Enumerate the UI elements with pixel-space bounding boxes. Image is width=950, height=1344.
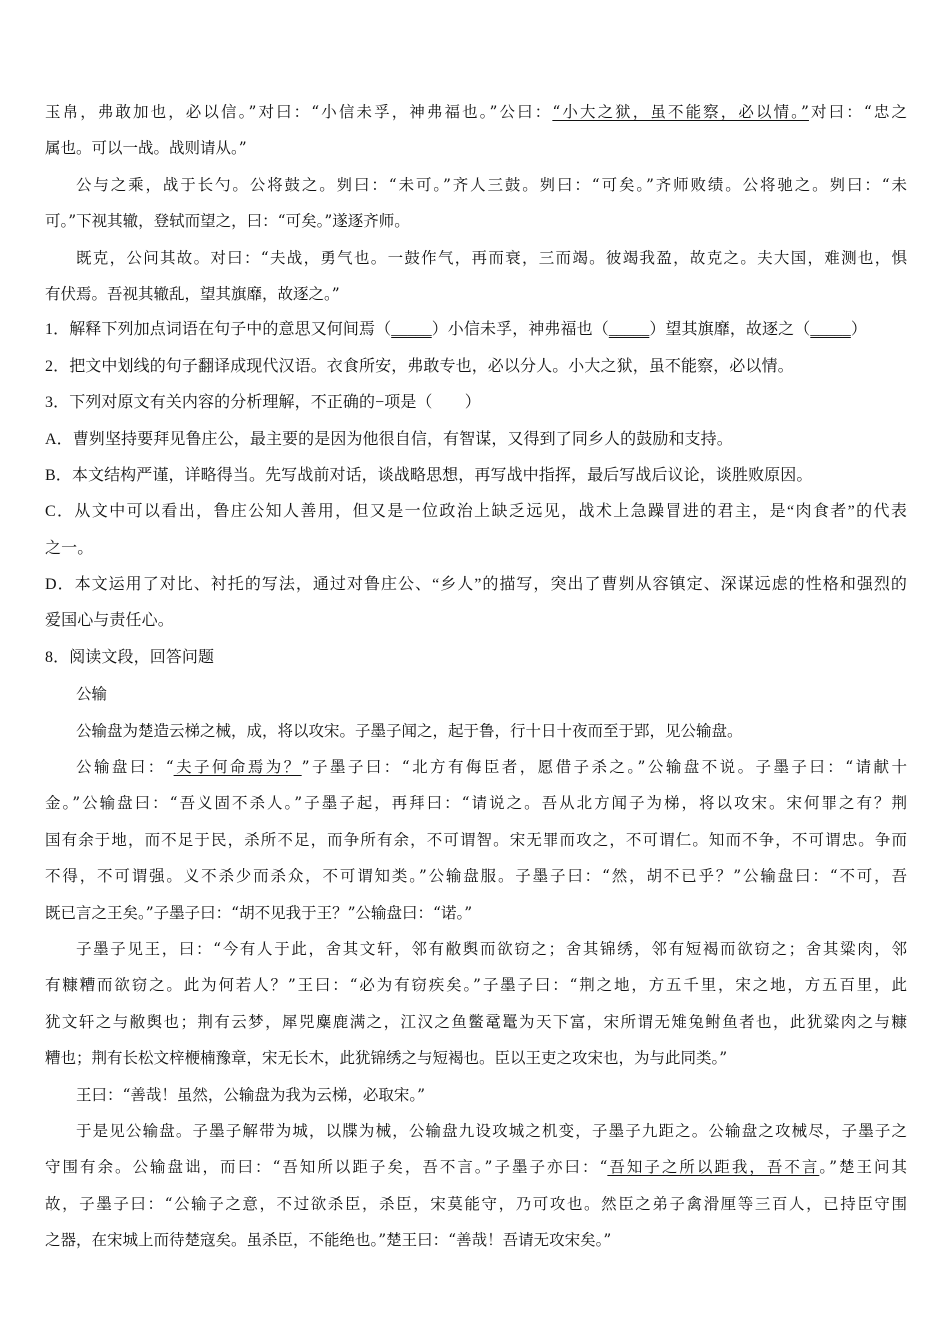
passage-line: 糟也；荆有长松文梓楩楠豫章，宋无长木，此犹锦绣之与短褐也。臣以王吏之攻宋也，为与此同类。” <box>45 1049 728 1068</box>
underlined-sentence: 吾知子之所以距我，吾不言 <box>607 1158 820 1177</box>
passage-title: 公输 <box>76 685 108 704</box>
text-segment: 玉帛，弗敢加也，必以信。”对曰：“小信未孚，神弗福也。”公曰： <box>45 103 553 121</box>
option-b: B．本文结构严谨，详略得当。先写战前对话，谈战略思想，再写战中指挥，最后写战后议论，谈胜败原因。 <box>45 466 813 484</box>
question-3: 3．下列对原文有关内容的分析理解，不正确的−项是（ ） <box>45 394 481 412</box>
passage-line: 既已言之王矣。”子墨子曰：“胡不见我于王？”公输盘曰：“诺。” <box>45 903 473 922</box>
answer-blank[interactable]: _____ <box>391 321 432 339</box>
answer-blank[interactable]: _____ <box>608 321 650 339</box>
passage-line: 属也。可以一战。战则请从。” <box>45 139 247 158</box>
passage-line: 于是见公输盘。子墨子解带为城，以牒为械，公输盘九设攻城之机变，子墨子九距之。公输盘之攻械尽，子墨子之 <box>76 1121 907 1140</box>
passage-line: 金。”公输盘曰：“吾义固不杀人。”子墨子起，再拜曰：“请说之。吾从北方闻子为梯，将以攻宋。宋何罪之有？荆 <box>45 794 907 813</box>
passage-line: 守围有余。公输盘诎，而曰：“吾知所以距子矣，吾不言。”子墨子亦曰：“吾知子之所以距我，吾不言。”楚王问其 <box>45 1158 907 1177</box>
passage-line: 可。”下视其辙，登轼而望之，曰：“可矣。”遂逐齐师。 <box>45 212 410 231</box>
passage-line: 子墨子见王，曰：“今有人于此，舍其文轩，邻有敝舆而欲窃之；舍其锦绣，邻有短褐而欲窃之；舍其粱肉，邻 <box>76 939 907 958</box>
document-page <box>45 94 907 1259</box>
option-c-cont: 之一。 <box>45 539 94 557</box>
underlined-sentence: 夫子何命焉为？ <box>173 758 302 777</box>
option-a: A．曹刿坚持要拜见鲁庄公，最主要的是因为他很自信，有智谋，又得到了同乡人的鼓励和支持。 <box>45 430 733 448</box>
option-d-cont: 爱国心与责任心。 <box>45 612 174 630</box>
passage-line: 不得，不可谓强。义不杀少而杀众，不可谓知类。”公输盘服。子墨子曰：“然，胡不已乎？”公输盘曰：“不可，吾 <box>45 867 907 886</box>
passage-line: 故，子墨子曰：“公输子之意，不过欲杀臣，杀臣，宋莫能守，乃可攻也。然臣之弟子禽滑厘等三百人，已持臣守围 <box>45 1194 907 1213</box>
question-1: 1．解释下列加点词语在句子中的意思又何间焉（_____）小信未孚，神弗福也（_____）望其旗靡，故逐之（_____） <box>45 312 907 348</box>
passage-line: 有伏焉。吾视其辙乱，望其旗靡，故逐之。” <box>45 284 340 303</box>
passage-line: 公输盘曰：“夫子何命焉为？”子墨子曰：“北方有侮臣者，愿借子杀之。”公输盘不说。子墨子曰：“请献十 <box>76 758 907 777</box>
passage-line: 犹文轩之与敝舆也；荆有云梦，犀兕麋鹿满之，江汉之鱼鳖鼋鼍为天下富，宋所谓无雉兔鲋鱼者也，此犹粱肉之与糠 <box>45 1012 907 1031</box>
option-c: C．从文中可以看出，鲁庄公知人善用，但又是一位政治上缺乏远见，战术上急躁冒进的君主，是“肉食者”的代表 <box>45 503 907 521</box>
answer-blank[interactable]: _____ <box>810 321 851 339</box>
passage-line: 公与之乘，战于长勺。公将鼓之。刿曰：“未可。”齐人三鼓。刿曰：“可矣。”齐师败绩。公将驰之。刿曰：“未 <box>76 175 907 194</box>
passage-line: 王曰：“善哉！虽然，公输盘为我为云梯，必取宋。” <box>76 1085 426 1104</box>
question-2: 2．把文中划线的句子翻译成现代汉语。衣食所安，弗敢专也，必以分人。小大之狱，虽不能察，必以情。 <box>45 357 794 375</box>
option-d: D．本文运用了对比、衬托的写法，通过对鲁庄公、“乡人”的描写，突出了曹刿从容镇定、深谋远虑的性格和强烈的 <box>45 576 907 594</box>
text-segment: 对曰：“忠之 <box>808 103 907 121</box>
passage-line: 之器，在宋城上而待楚寇矣。虽杀臣，不能绝也。”楚王曰：“善哉！吾请无攻宋矣。” <box>45 1231 612 1250</box>
underlined-sentence: “小大之狱，虽不能察，必以情。” <box>552 103 809 121</box>
passage-line: 有糠糟而欲窃之。此为何若人？”王曰：“必为有窃疾矣。”子墨子曰：“荆之地，方五千里，宋之地，方五百里，此 <box>45 976 907 995</box>
passage-line: 公输盘为楚造云梯之械，成，将以攻宋。子墨子闻之，起于鲁，行十日十夜而至于郢，见公输盘。 <box>76 721 743 740</box>
question-8-heading: 8．阅读文段，回答问题 <box>45 648 215 666</box>
passage-line: 国有余于地，而不足于民，杀所不足，而争所有余，不可谓智。宋无罪而攻之，不可谓仁。知而不争，不可谓忠。争而 <box>45 830 907 849</box>
passage-line: 既克，公问其故。对曰：“夫战，勇气也。一鼓作气，再而衰，三而竭。彼竭我盈，故克之。夫大国，难测也，惧 <box>76 248 907 267</box>
passage-line <box>45 94 907 130</box>
